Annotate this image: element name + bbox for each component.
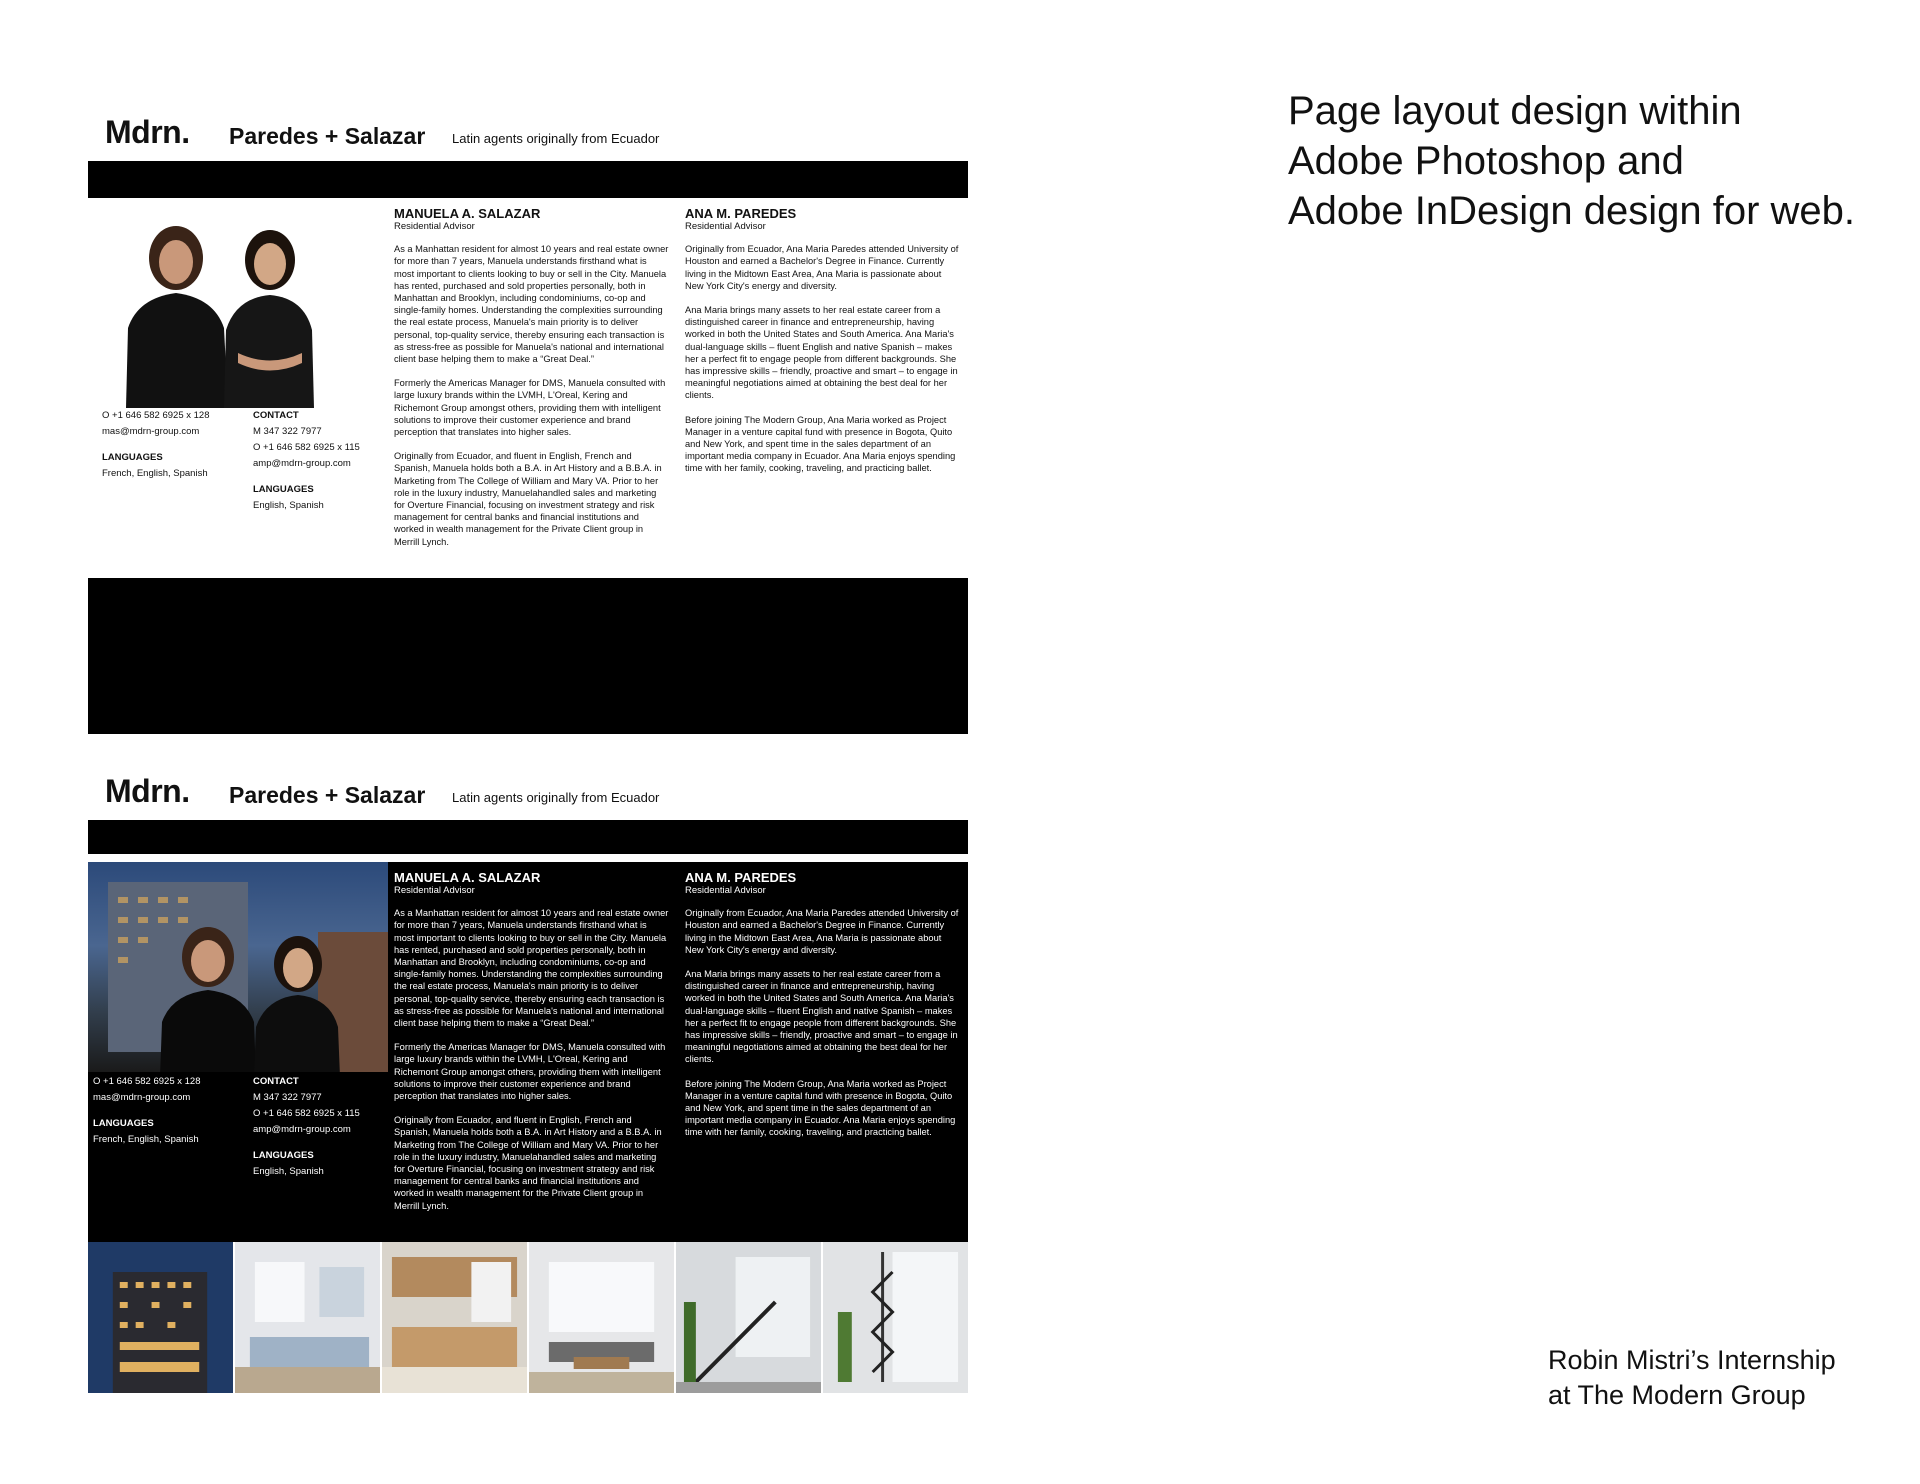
agent2-email[interactable]: amp@mdrn-group.com [253, 458, 351, 469]
brand-title: Paredes + Salazar [229, 782, 426, 808]
agent2-contact-label: CONTACT [253, 410, 299, 421]
agent1-bio-column [394, 206, 669, 560]
agent2-bio-paragraph: Before joining The Modern Group, Ana Maria worked as Project Manager in a venture capital fund with presence in Bogota, Quito and New York, and spent time in the sales department of an important media company in Ecuador. Ana Maria enjoys spending time with her family, cooking, traveling, and practicing ballet. [685, 414, 956, 474]
brand-title: Paredes + Salazar [229, 123, 426, 149]
agent2-bio-paragraph: Ana Maria brings many assets to her real estate career from a distinguished career in finance and entrepreneurship, having worked in both the United States and South America. Ana Maria's dual-language skills – fluent English and native Spanish – makes her a perfect fit to engage people from different backgrounds. She has impressive skills – friendly, proactive and smart – to engage in meaningful negotiations aimed at obtaining the best deal for her clients. [685, 969, 958, 1065]
agent2-languages: English, Spanish [253, 500, 324, 511]
agent1-role: Residential Advisor [394, 221, 475, 232]
agent2-contact-label: CONTACT [253, 1076, 299, 1087]
agent2-name: ANA M. PAREDES [685, 870, 797, 885]
agent1-name: MANUELA A. SALAZAR [394, 870, 541, 885]
agent1-languages-label: LANGUAGES [93, 1118, 154, 1129]
agent2-mobile[interactable]: M 347 322 7977 [253, 426, 322, 437]
agent2-bio-paragraph: Before joining The Modern Group, Ana Maria worked as Project Manager in a venture capital fund with presence in Bogota, Quito and New York, and spent time in the sales department of an important media company in Ecuador. Ana Maria enjoys spending time with her family, cooking, traveling, and practicing ballet. [685, 1078, 956, 1138]
nav-bar [88, 161, 968, 198]
gallery-image-living-room[interactable] [529, 1242, 674, 1393]
credit [1548, 1343, 1836, 1413]
agent1-email[interactable]: mas@mdrn-group.com [93, 1092, 191, 1103]
gallery-image-atrium[interactable] [823, 1242, 968, 1393]
page-header [88, 101, 968, 161]
agent1-languages: French, English, Spanish [102, 468, 208, 479]
gallery-image-bedroom[interactable] [235, 1242, 380, 1393]
tagline: Latin agents originally from Ecuador [452, 131, 660, 146]
agent1-languages-label: LANGUAGES [102, 452, 163, 463]
agent2-bio-paragraph: Ana Maria brings many assets to her real estate career from a distinguished career in finance and entrepreneurship, having worked in both the United States and South America. Ana Maria's dual-language skills – fluent English and native Spanish – makes her a perfect fit to engage people from different backgrounds. She has impressive skills – friendly, proactive and smart – to engage in meaningful negotiations aimed at obtaining the best deal for her clients. [685, 305, 958, 401]
agents-section [88, 198, 968, 578]
agent2-contact [253, 1074, 360, 1180]
gallery-image-staircase[interactable] [676, 1242, 821, 1393]
agent1-bio-paragraph: As a Manhattan resident for almost 10 years and real estate owner for more than 7 years, Manuela understands firsthand what is most important to clients looking to buy or sell in the City. Manuela has rented, purchased and sold properties personally, both in Manhattan and Brooklyn, including condominiums, co-op and single-family homes. Understanding the complexities surrounding the real estate process, Manuela's main priority is to deliver personal, top-quality service, thereby ensuring each transaction is as stress-free as possible for Manuela's national and international client base helping them to make a “Great Deal.” [394, 244, 669, 365]
agent2-bio-paragraph: Originally from Ecuador, Ana Maria Paredes attended University of Houston and earned a Bachelor's Degree in Finance. Currently living in the Midtown East Area, Ana Maria is passionate about New York City's energy and diversity. [685, 908, 959, 955]
agent2-phone[interactable]: O +1 646 582 6925 x 115 [253, 1108, 360, 1119]
agent1-bio-column [394, 870, 669, 1224]
gallery-image-building[interactable] [88, 1242, 233, 1393]
agent1-name: MANUELA A. SALAZAR [394, 206, 541, 221]
side-title-line: Page layout design within [1288, 89, 1742, 133]
agent2-name: ANA M. PAREDES [685, 206, 797, 221]
footer-black-block [88, 578, 968, 734]
agent2-mobile[interactable]: M 347 322 7977 [253, 1092, 322, 1103]
page-header [88, 760, 968, 820]
agent1-bio-paragraph: Originally from Ecuador, and fluent in English, French and Spanish, Manuela holds both a B.A. in Art History and a B.B.A. in Marketing from The College of William and Mary VA. Prior to her role in the luxury industry, Manuelahandled sales and marketing for Overture Financial, focusing on investment strategy and risk management for central banks and financial institutions and worked in wealth management for the Private Client group in Merrill Lynch. [394, 451, 662, 547]
agent1-contact [93, 1074, 201, 1148]
agent2-role: Residential Advisor [685, 885, 766, 896]
agent2-contact [253, 408, 360, 514]
side-title-line: Adobe InDesign design for web. [1288, 189, 1856, 233]
gallery-image-kitchen[interactable] [382, 1242, 527, 1393]
agent1-email[interactable]: mas@mdrn-group.com [102, 426, 200, 437]
agent1-bio-paragraph: Formerly the Americas Manager for DMS, Manuela consulted with large luxury brands within the LVMH, L'Oreal, Kering and Richemont Group amongst others, providing them with intelligent solutions to improve their customer experience and brand perception that translates into higher sales. [394, 378, 666, 438]
tagline: Latin agents originally from Ecuador [452, 790, 660, 805]
agent2-bio-paragraph: Originally from Ecuador, Ana Maria Paredes attended University of Houston and earned a Bachelor's Degree in Finance. Currently living in the Midtown East Area, Ana Maria is passionate about New York City's energy and diversity. [685, 244, 959, 291]
credit-line: at The Modern Group [1548, 1380, 1806, 1410]
credit-line: Robin Mistri’s Internship [1548, 1345, 1836, 1375]
logo: Mdrn. [105, 114, 190, 150]
agent1-bio-paragraph: Formerly the Americas Manager for DMS, Manuela consulted with large luxury brands within the LVMH, L'Oreal, Kering and Richemont Group amongst others, providing them with intelligent solutions to improve their customer experience and brand perception that translates into higher sales. [394, 1042, 666, 1102]
agent1-phone[interactable]: O +1 646 582 6925 x 128 [93, 1076, 201, 1087]
agent2-languages-label: LANGUAGES [253, 1150, 314, 1161]
layout-dark-version [88, 760, 968, 1393]
property-gallery [88, 1242, 968, 1393]
side-title [1288, 86, 1855, 236]
agent2-phone[interactable]: O +1 646 582 6925 x 115 [253, 442, 360, 453]
agent1-languages: French, English, Spanish [93, 1134, 199, 1145]
agents-photo [88, 862, 388, 1072]
agent2-languages: English, Spanish [253, 1166, 324, 1177]
agent1-role: Residential Advisor [394, 885, 475, 896]
agent2-bio-column [685, 206, 960, 487]
agents-photo [88, 198, 388, 408]
agent1-bio-paragraph: Originally from Ecuador, and fluent in English, French and Spanish, Manuela holds both a B.A. in Art History and a B.B.A. in Marketing from The College of William and Mary VA. Prior to her role in the luxury industry, Manuelahandled sales and marketing for Overture Financial, focusing on investment strategy and risk management for central banks and financial institutions and worked in wealth management for the Private Client group in Merrill Lynch. [394, 1115, 662, 1211]
layout-white-version [88, 101, 968, 734]
side-title-line: Adobe Photoshop and [1288, 139, 1684, 183]
nav-bar [88, 820, 968, 854]
logo: Mdrn. [105, 773, 190, 809]
agent1-bio-paragraph: As a Manhattan resident for almost 10 years and real estate owner for more than 7 years, Manuela understands firsthand what is most important to clients looking to buy or sell in the City. Manuela has rented, purchased and sold properties personally, both in Manhattan and Brooklyn, including condominiums, co-op and single-family homes. Understanding the complexities surrounding the real estate process, Manuela's main priority is to deliver personal, top-quality service, thereby ensuring each transaction is as stress-free as possible for Manuela's national and international client base helping them to make a “Great Deal.” [394, 908, 669, 1029]
agents-section [88, 860, 968, 1242]
agent2-languages-label: LANGUAGES [253, 484, 314, 495]
agent1-contact [102, 408, 210, 482]
agent2-role: Residential Advisor [685, 221, 766, 232]
agent2-bio-column [685, 870, 960, 1151]
agent1-phone[interactable]: O +1 646 582 6925 x 128 [102, 410, 210, 421]
agent2-email[interactable]: amp@mdrn-group.com [253, 1124, 351, 1135]
